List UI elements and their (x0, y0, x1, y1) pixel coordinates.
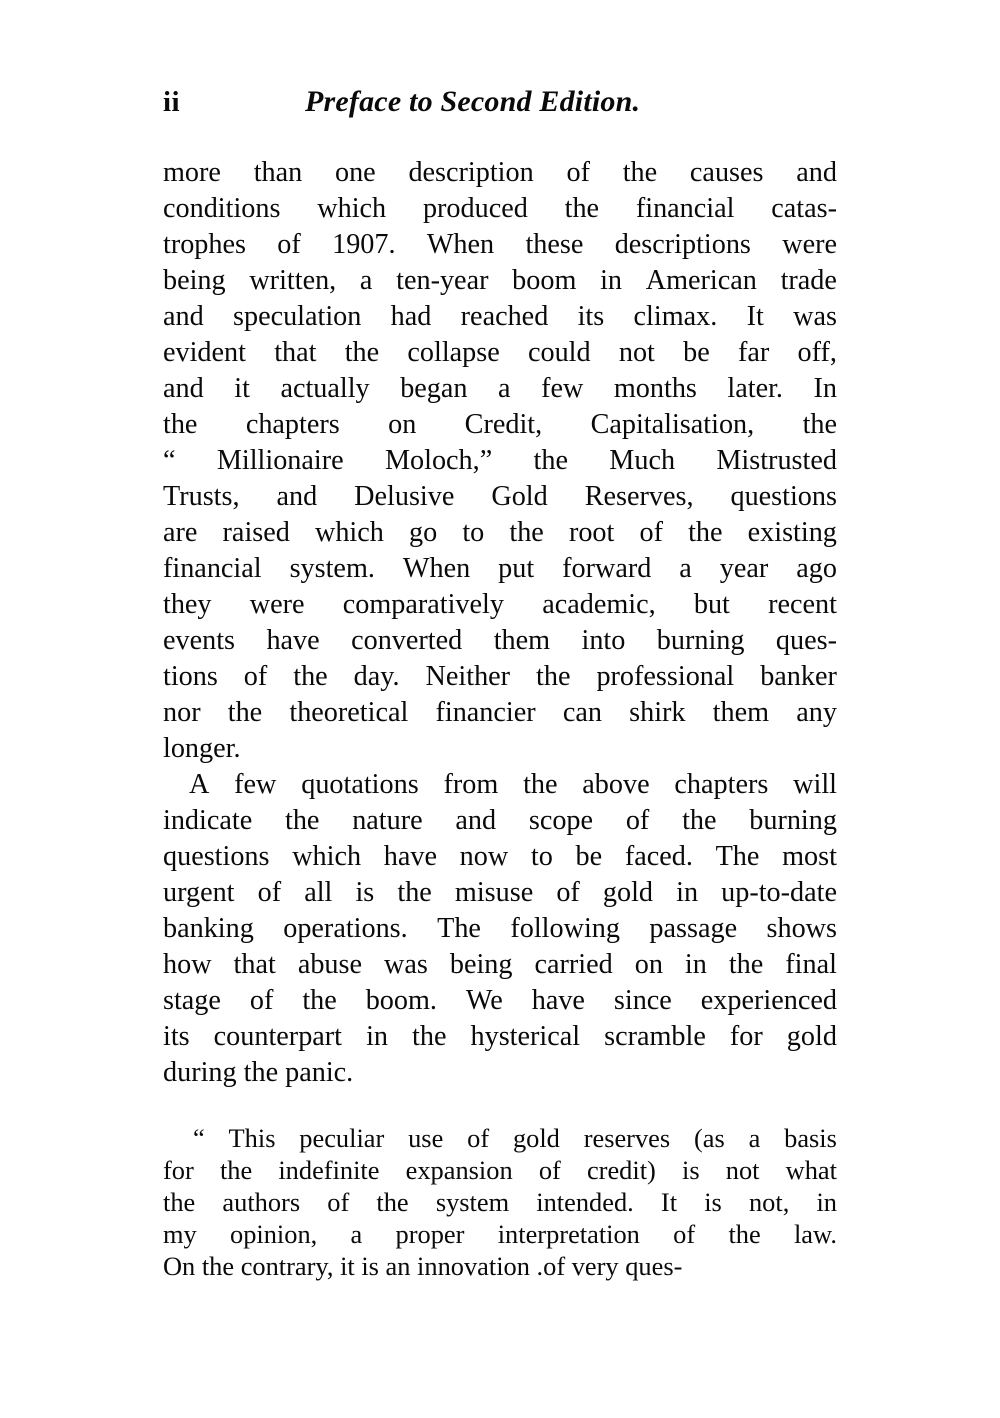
word: misuse (454, 877, 534, 908)
word: my (163, 1219, 197, 1249)
word: of (467, 1123, 490, 1153)
quoted-passage (163, 1122, 837, 1282)
word: that (274, 337, 317, 368)
word: urgent (163, 877, 235, 908)
word: the (564, 193, 600, 224)
word: Neither (425, 661, 511, 692)
word: final (785, 949, 837, 980)
word: the (227, 697, 263, 728)
word: the (802, 409, 837, 440)
word: description (408, 157, 534, 188)
text-line (163, 695, 837, 731)
word: Reserves, (584, 481, 694, 512)
word: of (538, 1155, 561, 1185)
word: reached (460, 301, 549, 332)
word: the (302, 985, 337, 1016)
word: trade (780, 265, 837, 296)
word: could (527, 337, 591, 368)
word: When (402, 553, 471, 584)
word: ten-year (396, 265, 489, 296)
word: theoretical (289, 697, 409, 728)
word: gold (786, 1021, 837, 1052)
text-line (163, 191, 837, 227)
word: the (412, 1021, 447, 1052)
paragraph-1 (163, 155, 837, 767)
word: its (163, 1021, 190, 1052)
word: burning (656, 625, 745, 656)
word: the (728, 1219, 761, 1249)
word: speculation (233, 301, 362, 332)
word: In (813, 373, 837, 404)
text-line: longer. (163, 733, 241, 764)
word: what (785, 1155, 837, 1185)
word: later. (727, 373, 783, 404)
word: far (737, 337, 770, 368)
word: than (253, 157, 303, 188)
word: off, (797, 337, 837, 368)
word: up-to-date (721, 877, 837, 908)
word: system (435, 1187, 510, 1217)
word: financial (163, 553, 262, 584)
word: descriptions (614, 229, 751, 260)
word: American (645, 265, 757, 296)
word: shows (766, 913, 837, 944)
word: written, (249, 265, 337, 296)
word: scramble (604, 1021, 706, 1052)
word: abuse (297, 949, 363, 980)
word: which (317, 193, 387, 224)
word: the (728, 949, 764, 980)
word: how (163, 949, 212, 980)
word: peculiar (299, 1123, 385, 1153)
word: in (816, 1187, 837, 1217)
word: in (600, 265, 623, 296)
word: questions (730, 481, 837, 512)
word: Delusive (354, 481, 455, 512)
text-line (163, 407, 837, 443)
word: hysterical (470, 1021, 581, 1052)
text-line (163, 767, 837, 803)
word: and (455, 805, 497, 836)
text-line (163, 227, 837, 263)
word: “ (193, 1123, 205, 1153)
word: not (725, 1155, 760, 1185)
word: the (376, 1187, 409, 1217)
word: being (163, 265, 226, 296)
word: gold (602, 877, 654, 908)
word: passage (649, 913, 738, 944)
word: the (523, 769, 558, 800)
word: not (618, 337, 655, 368)
word: The (715, 841, 760, 872)
word: boom. (365, 985, 437, 1016)
word: them (712, 697, 770, 728)
word: ques- (775, 625, 837, 656)
word: It (660, 1187, 678, 1217)
word: is (704, 1187, 722, 1217)
word: financier (435, 697, 536, 728)
word: questions (163, 841, 270, 872)
word: for (163, 1155, 194, 1185)
word: authors (222, 1187, 301, 1217)
quotation-lines (163, 1122, 837, 1282)
word: of (277, 229, 301, 260)
text-line: On the contrary, it is an innovation .of very ques- (163, 1251, 683, 1281)
word: expansion (405, 1155, 513, 1185)
word: Gold (491, 481, 548, 512)
word: causes (689, 157, 764, 188)
word: opinion, (230, 1219, 318, 1249)
word: forward (562, 553, 652, 584)
word: law. (793, 1219, 837, 1249)
word: few (541, 373, 584, 404)
word: have (383, 841, 437, 872)
text-line (163, 1122, 837, 1154)
text-line (163, 587, 837, 623)
word: put (498, 553, 535, 584)
text-line (163, 479, 837, 515)
text-line (163, 1154, 837, 1186)
word: scope (528, 805, 594, 836)
word: the (293, 661, 328, 692)
body-text (163, 155, 837, 1091)
word: now (459, 841, 509, 872)
word: evident (163, 337, 246, 368)
word: gold (512, 1123, 560, 1153)
word: reserves (583, 1123, 671, 1153)
word: boom (512, 265, 577, 296)
text-line (163, 875, 837, 911)
word: but (693, 589, 730, 620)
word: basis (784, 1123, 837, 1153)
word: carried (534, 949, 613, 980)
word: can (562, 697, 602, 728)
word: of (566, 157, 590, 188)
word: of (243, 661, 268, 692)
word: Millionaire (216, 445, 344, 476)
word: “ (163, 445, 176, 476)
word: the (397, 877, 432, 908)
word: It (746, 301, 764, 332)
word: day. (353, 661, 400, 692)
word: the (536, 661, 571, 692)
word: and (163, 301, 204, 332)
word: and (796, 157, 837, 188)
word: on (634, 949, 663, 980)
word: When (426, 229, 495, 260)
word: of (327, 1187, 350, 1217)
word: the (622, 157, 658, 188)
text-line (163, 443, 837, 479)
word: root (568, 517, 615, 548)
word: few (234, 769, 277, 800)
word: were (249, 589, 305, 620)
text-line (163, 839, 837, 875)
word: indicate (163, 805, 253, 836)
running-head (163, 82, 836, 126)
word: experienced (700, 985, 837, 1016)
text-line (163, 551, 837, 587)
text-line (163, 803, 837, 839)
paragraph-2 (163, 767, 837, 1091)
word: counterpart (213, 1021, 343, 1052)
word: of (257, 877, 282, 908)
word: a (350, 1219, 363, 1249)
word: chapters (245, 409, 340, 440)
word: most (782, 841, 837, 872)
word: is (355, 877, 375, 908)
word: they (163, 589, 212, 620)
word: since (613, 985, 672, 1016)
word: are (163, 517, 198, 548)
word: following (510, 913, 620, 944)
word: collapse (407, 337, 500, 368)
word: for (729, 1021, 763, 1052)
word: (as (693, 1123, 725, 1153)
word: use (408, 1123, 444, 1153)
word: be (575, 841, 603, 872)
word: and (276, 481, 318, 512)
word: being (449, 949, 513, 980)
text-line: during the panic. (163, 1057, 354, 1088)
word: more (163, 157, 221, 188)
word: and (163, 373, 204, 404)
text-line (163, 1019, 837, 1055)
word: A (189, 769, 210, 800)
word: was (384, 949, 428, 980)
running-head-title: Preface to Second Edition. (305, 85, 641, 118)
word: banker (760, 661, 837, 692)
word: of (625, 805, 650, 836)
text-line (163, 263, 837, 299)
text-line (163, 335, 837, 371)
word: the (163, 1187, 196, 1217)
word: not, (748, 1187, 790, 1217)
word: began (400, 373, 468, 404)
word: produced (422, 193, 528, 224)
word: one (334, 157, 376, 188)
word: tions (163, 661, 218, 692)
word: comparatively (342, 589, 504, 620)
word: of (249, 985, 274, 1016)
word: be (683, 337, 710, 368)
word: credit) (586, 1155, 656, 1185)
word: We (465, 985, 503, 1016)
word: above (582, 769, 650, 800)
word: Much (609, 445, 676, 476)
word: operations. (283, 913, 408, 944)
word: nor (163, 697, 201, 728)
word: shirk (629, 697, 686, 728)
word: them (493, 625, 551, 656)
word: of (556, 877, 580, 908)
word: a (748, 1123, 761, 1153)
word: in (684, 949, 707, 980)
word: the (163, 409, 198, 440)
word: the (284, 805, 320, 836)
word: in (366, 1021, 388, 1052)
word: was (793, 301, 837, 332)
word: conditions (163, 193, 281, 224)
word: This (228, 1123, 276, 1153)
word: a (359, 265, 373, 296)
word: recent (768, 589, 837, 620)
word: intended. (536, 1187, 634, 1217)
word: the (688, 517, 723, 548)
word: of (639, 517, 663, 548)
word: its (577, 301, 605, 332)
word: trophes (163, 229, 246, 260)
word: will (793, 769, 837, 800)
word: had (390, 301, 432, 332)
word: that (233, 949, 276, 980)
text-line (163, 947, 837, 983)
word: faced. (624, 841, 693, 872)
word: converted (351, 625, 463, 656)
word: the (533, 445, 568, 476)
text-line (163, 371, 837, 407)
word: interpretation (497, 1219, 640, 1249)
text-line (163, 623, 837, 659)
word: the (682, 805, 717, 836)
word: banking (163, 913, 254, 944)
word: of (673, 1219, 696, 1249)
word: climax. (633, 301, 718, 332)
word: events (163, 625, 236, 656)
word: in (676, 877, 699, 908)
word: to (530, 841, 553, 872)
word: months (613, 373, 697, 404)
text-line (163, 515, 837, 551)
text-line (163, 659, 837, 695)
word: all (304, 877, 333, 908)
word: into (581, 625, 626, 656)
word: professional (596, 661, 735, 692)
word: these (525, 229, 584, 260)
word: which (292, 841, 362, 872)
word: catas- (771, 193, 837, 224)
word: nature (352, 805, 423, 836)
word: have (266, 625, 320, 656)
text-line (163, 911, 837, 947)
word: the (509, 517, 544, 548)
word: the (219, 1155, 253, 1185)
word: the (344, 337, 380, 368)
word: from (443, 769, 499, 800)
word: system. (289, 553, 375, 584)
word: is (681, 1155, 700, 1185)
word: existing (747, 517, 837, 548)
word: it (234, 373, 250, 404)
word: financial (635, 193, 735, 224)
text-line (163, 1186, 837, 1218)
page-number: ii (163, 86, 181, 118)
word: stage (163, 985, 221, 1016)
word: Moloch,” (384, 445, 493, 476)
word: burning (749, 805, 837, 836)
word: quotations (301, 769, 419, 800)
word: year (719, 553, 769, 584)
word: indefinite (278, 1155, 380, 1185)
word: a (498, 373, 511, 404)
word: chapters (674, 769, 769, 800)
word: The (437, 913, 481, 944)
word: Capitalisation, (590, 409, 755, 440)
text-line (163, 299, 837, 335)
word: Credit, (464, 409, 543, 440)
word: go (409, 517, 438, 548)
word: have (531, 985, 585, 1016)
word: to (462, 517, 485, 548)
word: any (796, 697, 837, 728)
word: which (314, 517, 384, 548)
word: actually (280, 373, 370, 404)
word: Trusts, (163, 481, 240, 512)
word: Mistrusted (716, 445, 837, 476)
word: a (679, 553, 692, 584)
word: academic, (542, 589, 656, 620)
text-line (163, 1218, 837, 1250)
word: raised (222, 517, 290, 548)
word: proper (395, 1219, 465, 1249)
word: on (388, 409, 417, 440)
word: were (782, 229, 837, 260)
word: 1907. (332, 229, 396, 260)
text-line (163, 155, 837, 191)
text-line (163, 983, 837, 1019)
word: ago (796, 553, 837, 584)
